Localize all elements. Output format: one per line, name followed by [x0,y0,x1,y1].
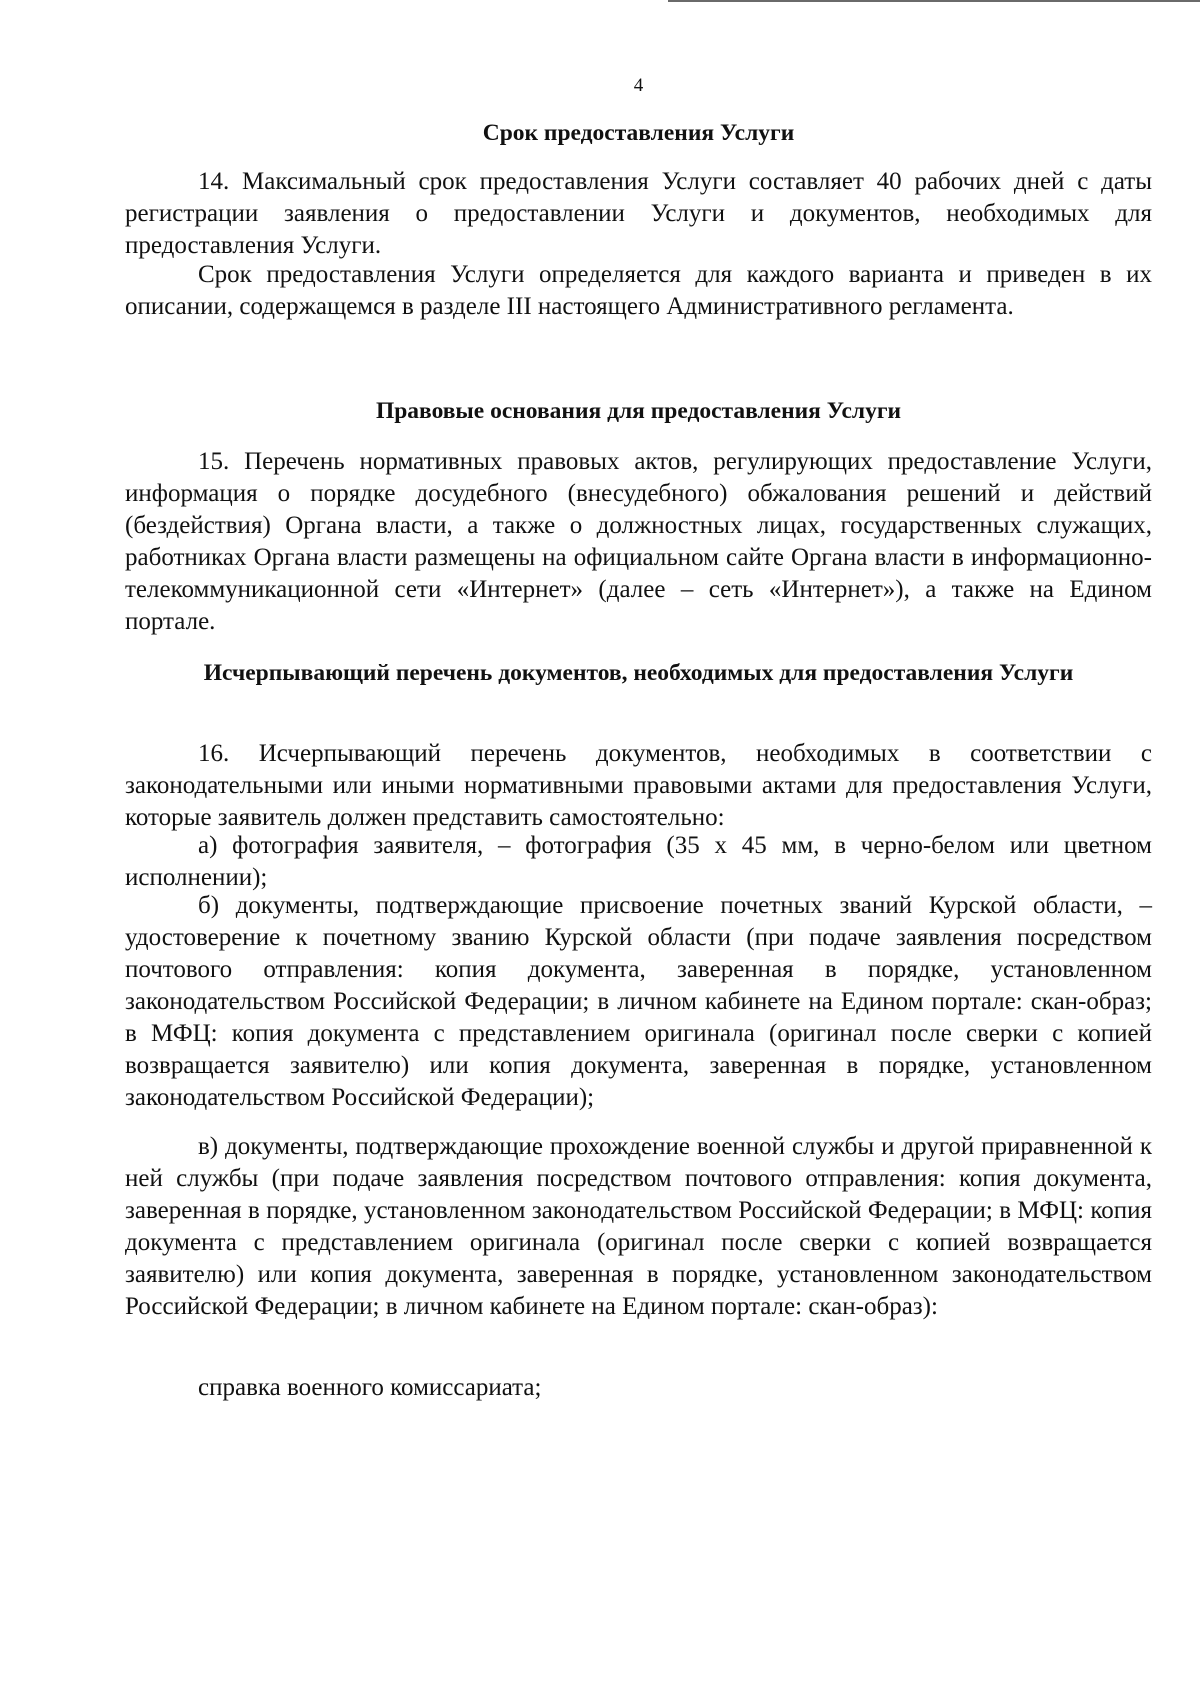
section-heading-documents-list: Исчерпывающий перечень документов, необходимых для предоставления Услуги [203,660,1074,686]
list-item-c-military-service: в) документы, подтверждающие прохождение военной службы и другой приравненной к ней службы (при подаче заявления посредством почтового отправления: копия документа, заверенная в порядке, установленном законодательством Российской Федерации; в МФЦ: копия документа с представлением оригинала (оригинал после сверки с копией возвращается заявителю) или копия документа, заверенная в порядке, установленном законодательством Российской Федерации; в личном кабинете на Едином портале: скан-образ): [125,1133,1152,1320]
list-item-military-certificate: справка военного комиссариата; [198,1374,542,1401]
list-item-a-photo: а) фотография заявителя, – фотография (35 x 45 мм, в черно-белом или цветном исполнении); [125,832,1152,891]
paragraph-15: 15. Перечень нормативных правовых актов, регулирующих предоставление Услуги, информация о порядке досудебного (внесудебного) обжалования решений и действий (бездействия) Органа власти, а также о должностных лицах, государственных служащих, работниках Органа власти размещены на официальном сайте Органа власти в информационно-телекоммуникационной сети «Интернет» (далее – сеть «Интернет»), а также на Едином портале. [125,448,1152,635]
section-heading-legal-basis: Правовые основания для предоставления Услуги [375,398,902,424]
paragraph-14: 14. Максимальный срок предоставления Услуги составляет 40 рабочих дней с даты регистрации заявления о предоставлении Услуги и документов, необходимых для предоставления Услуги. [125,168,1152,259]
paragraph-term-variants: Срок предоставления Услуги определяется для каждого варианта и приведен в их описании, содержащемся в разделе III настоящего Административного регламента. [125,261,1152,320]
paragraph-16: 16. Исчерпывающий перечень документов, необходимых в соответствии с законодательными или иными нормативными правовыми актами для предоставления Услуги, которые заявитель должен представить самостоятельно: [125,740,1152,831]
list-item-b-honorary-titles: б) документы, подтверждающие присвоение почетных званий Курской области, – удостоверение к почетному званию Курской области (при подаче заявления посредством почтового отправления: копия документа, заверенная в порядке, установленном законодательством Российской Федерации; в личном кабинете на Едином портале: скан-образ; в МФЦ: копия документа с представлением оригинала (оригинал после сверки с копией возвращается заявителю) или копия документа, заверенная в порядке, установленном законодательством Российской Федерации); [125,892,1152,1111]
section-heading-service-term: Срок предоставления Услуги [482,120,795,146]
scan-edge-line [668,0,1200,2]
page-number: 4 [633,75,644,96]
